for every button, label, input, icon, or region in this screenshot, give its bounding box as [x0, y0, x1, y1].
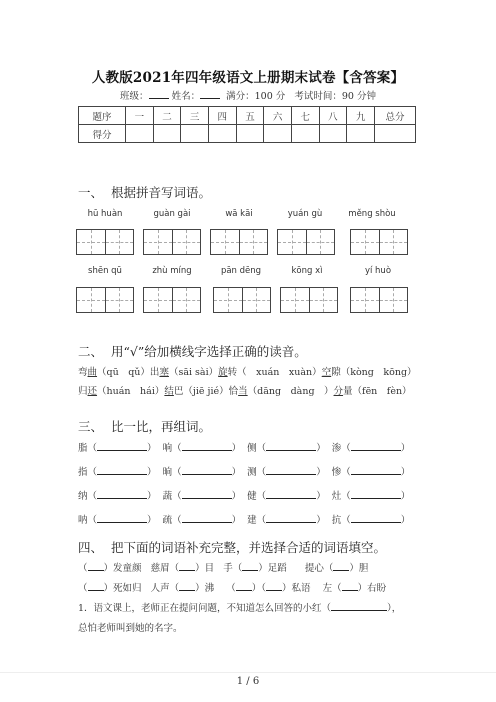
- idiom-text: ）私语: [282, 583, 311, 594]
- underlined-char: 当: [238, 386, 248, 397]
- compare-char: 脂: [78, 443, 88, 454]
- score-header: 七: [291, 107, 319, 125]
- compare-char: 呐: [78, 515, 88, 526]
- question-1-cont: 总怕老师叫到她的名字。: [78, 623, 183, 634]
- name-blank: [200, 89, 220, 99]
- score-cell[interactable]: [153, 125, 181, 143]
- section-2-heading: [78, 342, 307, 360]
- answer-blank[interactable]: [88, 561, 104, 571]
- writing-grid[interactable]: [76, 229, 134, 255]
- word-compare-grid: [78, 440, 410, 536]
- answer-blank[interactable]: [266, 465, 316, 475]
- idiom-line-1: （ ）发童颜 慈眉（ ）目 手（ ）足蹈 提心（ ）胆: [78, 563, 369, 574]
- pronunciation-text: 隙（kòng kōng）: [331, 367, 417, 378]
- pinyin-label: guàn gài: [153, 209, 191, 219]
- score-header: 九: [347, 107, 375, 125]
- name-label: 姓名：: [171, 91, 201, 102]
- pinyin-label: wā kāi: [225, 209, 253, 219]
- section-4-heading: [78, 538, 386, 556]
- pronunciation-line-2: [78, 383, 412, 397]
- score-table: [78, 106, 416, 143]
- answer-blank[interactable]: [266, 513, 316, 523]
- score-cell[interactable]: [375, 125, 416, 143]
- answer-blank[interactable]: [331, 601, 387, 611]
- compare-char: 蔬: [162, 491, 173, 502]
- section-title: 把下面的词语补充完整，并选择合适的词语填空。: [110, 540, 386, 555]
- idiom-text: 左（: [322, 583, 342, 594]
- idiom-text: ）右盼: [357, 583, 387, 594]
- answer-blank[interactable]: [182, 441, 232, 451]
- answer-blank[interactable]: [97, 441, 147, 451]
- section-title: 比一比，再组词。: [110, 419, 211, 434]
- score-header: 三: [181, 107, 209, 125]
- question-text: 1．语文课上，老师正在提问问题，不知道怎么回答的小红（: [78, 603, 332, 614]
- compare-char: 疏: [162, 515, 173, 526]
- pinyin-label: kōng xì: [291, 266, 323, 276]
- full-score: 满分：100 分: [226, 91, 286, 102]
- underlined-char: 空: [321, 367, 332, 378]
- compare-row: 纳（ ） 蔬（ ） 健（ ） 灶（ ）: [78, 491, 411, 502]
- pinyin-label: zhù míng: [152, 266, 192, 276]
- score-header: 总分: [375, 107, 416, 125]
- idiom-text: ）（: [251, 583, 266, 594]
- section-1-heading: [78, 183, 211, 201]
- compare-row: 脂（ ） 响（ ） 侧（ ） 渗（ ）: [78, 443, 411, 454]
- compare-char: 测: [247, 467, 257, 478]
- answer-blank[interactable]: [182, 489, 232, 499]
- pronunciation-line-1: [78, 364, 417, 378]
- answer-blank[interactable]: [351, 441, 401, 451]
- pinyin-label: pān dēng: [220, 266, 262, 276]
- idiom-text: （: [226, 583, 236, 594]
- score-cell[interactable]: [347, 125, 375, 143]
- section-3-heading: [78, 417, 211, 435]
- pronunciation-text: 转（ xuán xuàn）: [227, 367, 322, 378]
- compare-row: 呐（ ） 疏（ ） 建（ ） 抗（ ）: [78, 515, 411, 526]
- answer-blank[interactable]: [182, 513, 232, 523]
- pronunciation-text: （sāi sài）: [168, 367, 219, 378]
- answer-blank[interactable]: [242, 561, 258, 571]
- question-text: ），: [387, 603, 402, 614]
- answer-blank[interactable]: [351, 465, 401, 475]
- underlined-char: 旋: [218, 367, 228, 378]
- section-number: 一、: [78, 185, 104, 200]
- writing-grid[interactable]: [143, 287, 201, 313]
- answer-blank[interactable]: [266, 489, 316, 499]
- writing-grid[interactable]: [213, 287, 271, 313]
- compare-char: 建: [247, 515, 257, 526]
- score-cell[interactable]: [181, 125, 209, 143]
- score-cell[interactable]: [291, 125, 319, 143]
- pronunciation-text: 量（fēn fèn）: [343, 386, 412, 397]
- writing-grid[interactable]: [76, 287, 134, 313]
- score-cell[interactable]: [264, 125, 292, 143]
- exam-info-line: [0, 88, 496, 102]
- answer-blank[interactable]: [97, 513, 147, 523]
- idiom-text: ）足蹈: [258, 563, 287, 574]
- underlined-char: 结: [164, 386, 174, 397]
- answer-blank[interactable]: [179, 581, 195, 591]
- pronunciation-text: 归: [78, 386, 88, 397]
- section-number: 四、: [78, 540, 104, 555]
- underlined-char: 曲: [87, 367, 98, 378]
- idiom-text: ）沸: [195, 583, 215, 594]
- pinyin-label: yuán gù: [287, 209, 323, 219]
- pronunciation-text: （huán hái）: [97, 386, 165, 397]
- underlined-char: 分: [333, 386, 344, 397]
- answer-blank[interactable]: [266, 441, 316, 451]
- compare-char: 响: [162, 443, 173, 454]
- answer-blank[interactable]: [179, 561, 195, 571]
- idiom-text: （: [78, 583, 88, 594]
- score-value-row: [79, 125, 416, 143]
- score-header: 六: [264, 107, 292, 125]
- underlined-char: 塞: [159, 367, 169, 378]
- answer-blank[interactable]: [97, 489, 147, 499]
- score-cell[interactable]: [236, 125, 264, 143]
- pinyin-label: měng shòu: [348, 209, 396, 219]
- score-header: 四: [208, 107, 236, 125]
- page-number: 1 / 6: [236, 676, 260, 687]
- compare-row: 指（ ） 晌（ ） 测（ ） 惨（ ）: [78, 467, 411, 478]
- compare-char: 指: [78, 467, 88, 478]
- page-divider: [0, 672, 496, 673]
- compare-char: 抗: [331, 515, 342, 526]
- answer-blank[interactable]: [333, 561, 349, 571]
- answer-blank[interactable]: [266, 581, 282, 591]
- score-header: 二: [153, 107, 181, 125]
- score-header: 五: [236, 107, 264, 125]
- exam-time: 考试时间：90 分钟: [294, 91, 376, 102]
- pronunciation-text: （qū qǔ）出: [97, 367, 160, 378]
- pronunciation-text: 弯: [78, 367, 88, 378]
- answer-blank[interactable]: [182, 465, 232, 475]
- idiom-text: ）胆: [349, 563, 369, 574]
- score-header: 题序: [79, 107, 126, 125]
- compare-char: 晌: [162, 467, 173, 478]
- pronunciation-text: （dāng dàng ）: [247, 386, 334, 397]
- idiom-text: 人声（: [150, 583, 180, 594]
- page-title: 人教版2021年四年级语文上册期末试卷【含答案】: [91, 70, 405, 86]
- section-title: 根据拼音写词语。: [110, 185, 211, 200]
- score-cell[interactable]: [126, 125, 154, 143]
- compare-char: 健: [247, 491, 257, 502]
- score-header-row: [79, 107, 416, 125]
- pronunciation-text: 巴（jiē jié）恰: [173, 386, 239, 397]
- score-cell[interactable]: [319, 125, 347, 143]
- idiom-text: 手（: [223, 563, 243, 574]
- idiom-text: ）死如归: [103, 583, 142, 594]
- writing-grid[interactable]: [277, 229, 335, 255]
- idiom-line-2: [78, 580, 386, 594]
- question-1: [78, 600, 401, 614]
- answer-blank[interactable]: [351, 489, 401, 499]
- compare-char: 灶: [331, 491, 342, 502]
- answer-blank[interactable]: [342, 581, 358, 591]
- pinyin-label: shēn qū: [88, 266, 122, 276]
- writing-grid[interactable]: [350, 287, 408, 313]
- compare-char: 纳: [78, 491, 88, 502]
- score-cell[interactable]: [208, 125, 236, 143]
- class-blank: [149, 89, 169, 99]
- pinyin-label: hū huàn: [87, 209, 123, 219]
- underlined-char: 还: [87, 386, 98, 397]
- answer-blank[interactable]: [236, 581, 252, 591]
- answer-blank[interactable]: [351, 513, 401, 523]
- compare-char: 侧: [247, 443, 257, 454]
- answer-blank[interactable]: [97, 465, 147, 475]
- pinyin-label: yí huò: [364, 266, 392, 276]
- writing-grid[interactable]: [280, 287, 338, 313]
- writing-grid[interactable]: [350, 229, 408, 255]
- idiom-text: 提心（: [304, 563, 334, 574]
- score-header: 一: [126, 107, 154, 125]
- section-title: 用“√”给加横线字选择正确的读音。: [110, 344, 307, 359]
- class-label: 班级：: [120, 91, 149, 102]
- compare-char: 渗: [331, 443, 342, 454]
- score-row-label: 得分: [79, 125, 126, 143]
- idiom-text: 慈眉（: [150, 563, 180, 574]
- answer-blank[interactable]: [88, 581, 104, 591]
- section-number: 二、: [78, 344, 104, 359]
- section-number: 三、: [78, 419, 104, 434]
- idiom-text: ）目: [195, 563, 215, 574]
- writing-grid[interactable]: [210, 229, 268, 255]
- writing-grid[interactable]: [143, 229, 201, 255]
- score-header: 八: [319, 107, 347, 125]
- idiom-text: 发童颜: [113, 563, 142, 574]
- compare-char: 惨: [331, 467, 342, 478]
